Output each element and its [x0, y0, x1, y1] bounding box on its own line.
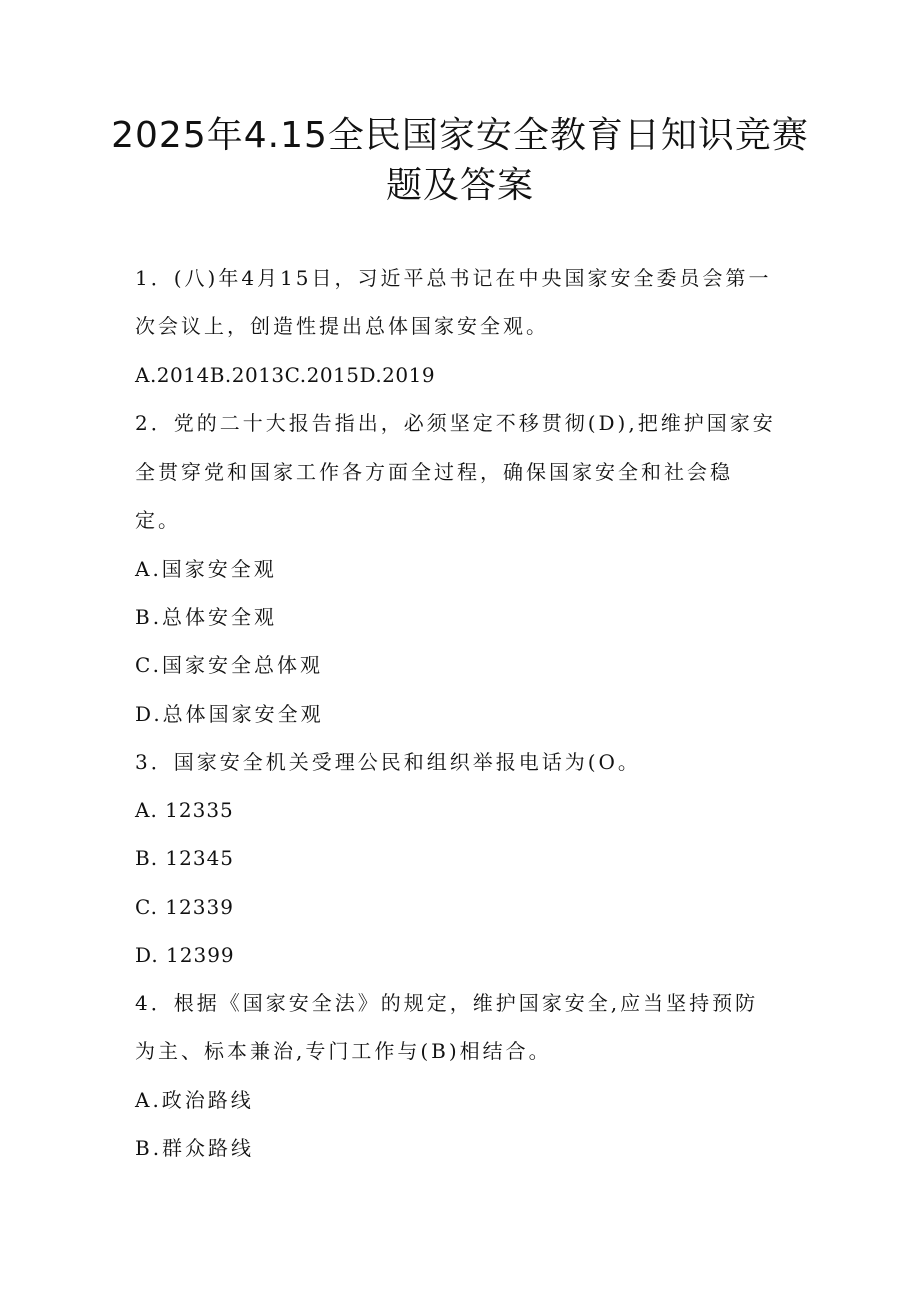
- question-2-option-b: B.总体安全观: [135, 605, 278, 629]
- question-1-text-line-2: 次会议上，创造性提出总体国家安全观。: [135, 314, 549, 338]
- question-3-option-d: D. 12399: [135, 943, 235, 967]
- question-2-text-line-3: 定。: [135, 508, 181, 532]
- question-2-option-c: C.国家安全总体观: [135, 653, 323, 677]
- question-2-text-line-2: 全贯穿党和国家工作各方面全过程，确保国家安全和社会稳: [135, 460, 733, 484]
- question-3-option-b: B. 12345: [135, 846, 235, 870]
- question-1-options: A.2014B.2013C.2015D.2019: [135, 363, 436, 387]
- question-2-option-d: D.总体国家安全观: [135, 702, 324, 726]
- question-2-text-line-1: 2．党的二十大报告指出，必须坚定不移贯彻(D),把维护国家安: [135, 411, 776, 435]
- document-title-line-1: 2025年4.15全民国家安全教育日知识竞赛: [111, 115, 809, 156]
- question-4-option-b: B.群众路线: [135, 1136, 255, 1160]
- question-1-text-line-1: 1．(八)年4月15日，习近平总书记在中央国家安全委员会第一: [135, 266, 772, 290]
- question-4-text-line-1: 4．根据《国家安全法》的规定，维护国家安全,应当坚持预防: [135, 991, 759, 1015]
- question-3-option-a: A. 12335: [135, 798, 234, 822]
- question-4-text-line-2: 为主、标本兼治,专门工作与(B)相结合。: [135, 1039, 552, 1063]
- question-4-option-a: A.政治路线: [135, 1088, 254, 1112]
- question-2-option-a: A.国家安全观: [135, 557, 277, 581]
- document-title-line-2: 题及答案: [385, 165, 534, 206]
- question-3-option-c: C. 12339: [135, 895, 234, 919]
- question-3-text-line-1: 3．国家安全机关受理公民和组织举报电话为(O。: [135, 750, 641, 774]
